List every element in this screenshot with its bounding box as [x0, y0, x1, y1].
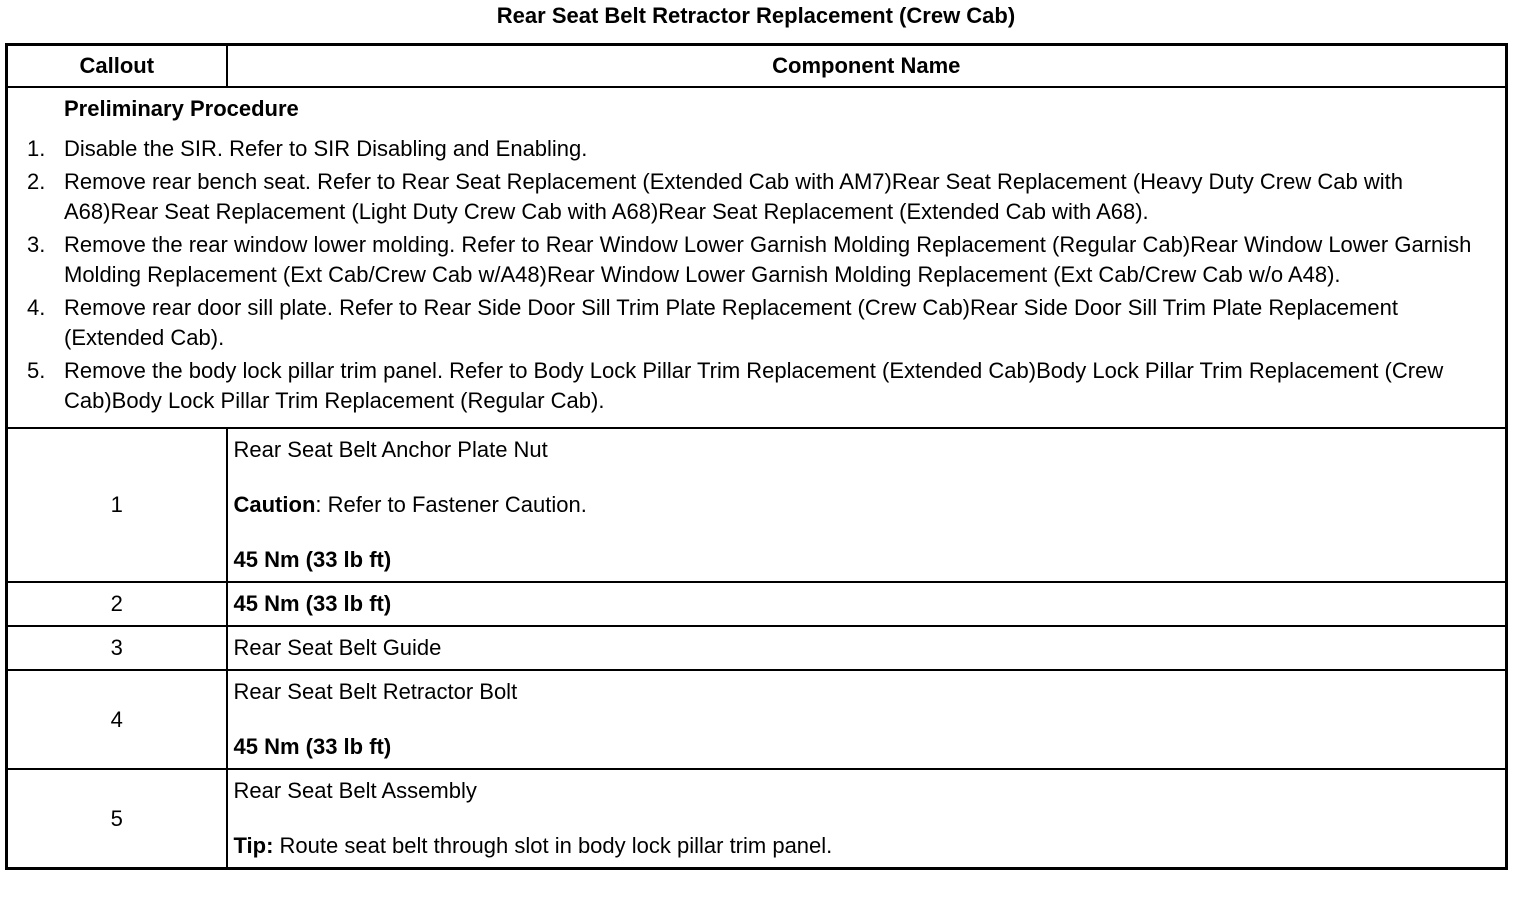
procedure-table [5, 43, 1508, 870]
caution-text: : Refer to Fastener Caution. [315, 492, 587, 517]
component-name: Rear Seat Belt Retractor Bolt [233, 679, 518, 704]
component-cell [227, 670, 1507, 769]
torque-spec: 45 Nm (33 lb ft) [233, 591, 392, 616]
step-text: Remove rear bench seat. Refer to Rear Seat Replacement (Extended Cab with AM7)Rear Seat Replacement (Heavy Duty Crew Cab with A68)Rear Seat Replacement (Light Duty Crew Cab with A68)Rear Seat Replacement (Extended Cab with A68). [64, 169, 1403, 224]
tip-label: Tip: [233, 833, 274, 858]
component-cell [227, 769, 1507, 869]
tip-note [234, 831, 1498, 861]
component-cell [227, 428, 1507, 582]
table-row [7, 428, 1507, 582]
torque-spec: 45 Nm (33 lb ft) [233, 547, 392, 572]
step-text: Remove the rear window lower molding. Refer to Rear Window Lower Garnish Molding Replacement (Regular Cab)Rear Window Lower Garnish Molding Replacement (Ext Cab/Crew Cab w/A48)Rear Window Lower Garnish Molding Replacement (Ext Cab/Crew Cab w/o A48). [64, 232, 1472, 287]
preliminary-steps [8, 134, 1495, 416]
caution-label: Caution [233, 492, 316, 517]
component-cell [227, 582, 1507, 626]
document-title: Rear Seat Belt Retractor Replacement (Crew Cab) [496, 3, 1016, 28]
step-number: 3. [27, 232, 46, 257]
step-item [27, 134, 1495, 164]
callout-cell: 1 [7, 428, 227, 582]
table-row [7, 769, 1507, 869]
step-number: 4. [27, 295, 46, 320]
header-callout: Callout [7, 45, 227, 88]
step-number: 5. [27, 358, 46, 383]
preliminary-heading: Preliminary Procedure [64, 96, 299, 121]
callout-cell: 3 [7, 626, 227, 670]
preliminary-row [7, 87, 1507, 428]
torque-spec: 45 Nm (33 lb ft) [233, 734, 392, 759]
table-row [7, 626, 1507, 670]
preliminary-cell [7, 87, 1507, 428]
header-row [7, 45, 1507, 88]
table-row [7, 582, 1507, 626]
caution-note [234, 490, 1498, 520]
table-row [7, 670, 1507, 769]
step-text: Remove the body lock pillar trim panel. Refer to Body Lock Pillar Trim Replacement (Extended Cab)Body Lock Pillar Trim Replacement (Crew Cab)Body Lock Pillar Trim Replacement (Regular Cab). [64, 358, 1444, 413]
step-text: Remove rear door sill plate. Refer to Rear Side Door Sill Trim Plate Replacement (Crew Cab)Rear Side Door Sill Trim Plate Replacement (Extended Cab). [64, 295, 1398, 350]
step-number: 1. [27, 136, 46, 161]
tip-text: Route seat belt through slot in body lock pillar trim panel. [273, 833, 833, 858]
step-text: Disable the SIR. Refer to SIR Disabling and Enabling. [64, 136, 588, 161]
component-name: Rear Seat Belt Assembly [233, 778, 477, 803]
callout-cell: 4 [7, 670, 227, 769]
step-item [27, 293, 1495, 353]
callout-cell: 2 [7, 582, 227, 626]
step-item [27, 167, 1495, 227]
callout-cell: 5 [7, 769, 227, 869]
step-item [27, 356, 1495, 416]
component-name: Rear Seat Belt Guide [233, 635, 442, 660]
header-component-name: Component Name [227, 45, 1507, 88]
component-cell [227, 626, 1507, 670]
component-name: Rear Seat Belt Anchor Plate Nut [233, 437, 548, 462]
step-number: 2. [27, 169, 46, 194]
step-item [27, 230, 1495, 290]
